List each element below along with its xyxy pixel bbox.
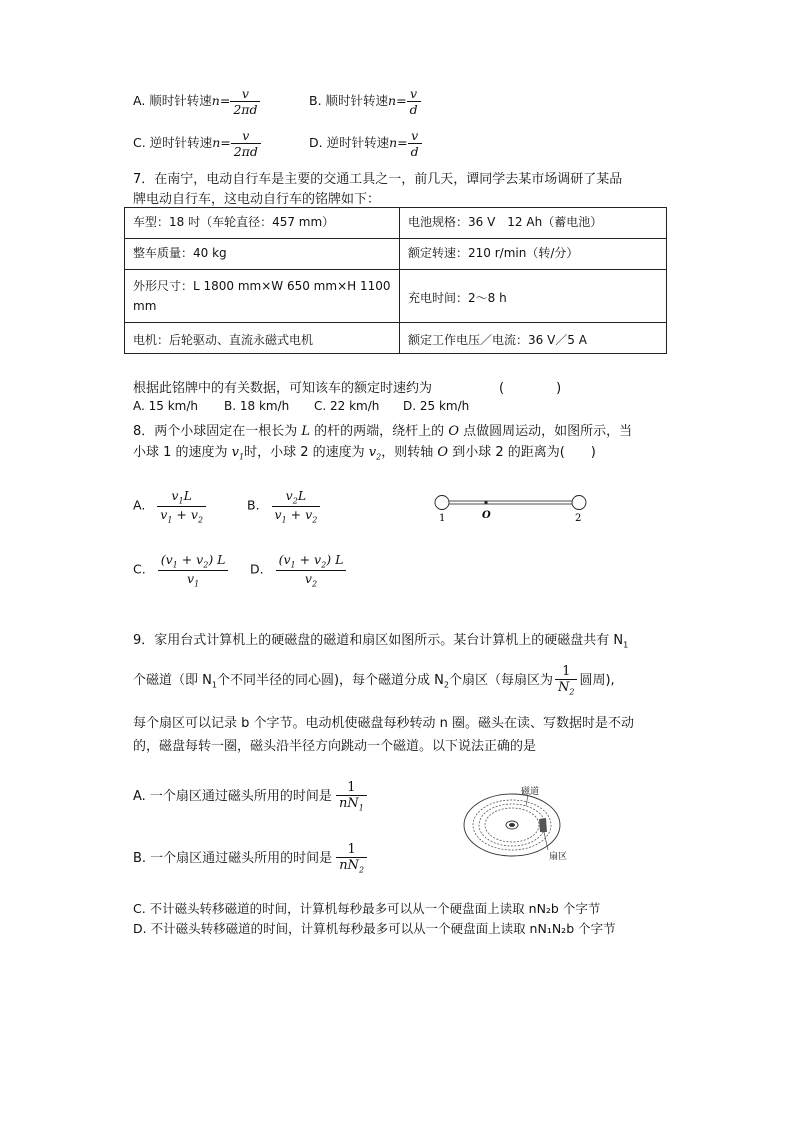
text: 个扇区（每扇区为 [448, 672, 553, 688]
q9-stem-line2 [133, 664, 615, 697]
frac-num: $v_2L$ [285, 488, 307, 506]
frac-den: 2πd [230, 101, 260, 117]
text: 个不同半径的同心圆)，每个磁道分成 N [216, 672, 444, 688]
q8-stem-line1 [133, 420, 632, 439]
sub: 2 [358, 865, 365, 875]
q6-frac-a [230, 86, 260, 117]
var-L: L [335, 552, 344, 567]
var: nN [339, 858, 359, 873]
q6-option-a-label: A. 顺时针转速 [133, 93, 212, 108]
fig-label-sector: 扇区 [549, 852, 568, 862]
q6-n-eq: n= [211, 93, 231, 108]
q6-option-b-label: B. 顺时针转速 [309, 93, 389, 108]
q9-frac-sector [555, 664, 577, 697]
ball-2 [572, 496, 586, 510]
q8-frac-c [158, 552, 229, 588]
frac-num: $v_1L$ [171, 488, 192, 506]
var: N [558, 680, 570, 695]
table-cell-battery: 电池规格：36 V 12 Ah（蓄电池） [408, 215, 603, 229]
text: 个磁道（即 N [133, 672, 212, 688]
text: 时，小球 2 的速度为 [244, 445, 369, 460]
table-cell-motor: 电机：后轮驱动、直流永磁式电机 [133, 333, 314, 347]
table-cell-charge-time: 充电时间：2～8 h [408, 291, 507, 305]
q9-option-d: D. 不计磁头转移磁道的时间，计算机每秒最多可以从一个硬盘面上读取 nN₁N₂b 个字节 [133, 921, 616, 936]
frac-num: $(v_1 + v_2)$ L [160, 552, 226, 570]
q8-frac-a [157, 488, 206, 524]
q7-answer-paren: ( ) [499, 381, 562, 396]
fig-label-2: 2 [575, 513, 582, 524]
table-divider-h [125, 269, 666, 270]
frac-num: 1 [347, 780, 356, 795]
q6-option-b [309, 86, 421, 117]
pivot-o [484, 501, 487, 504]
ball-1 [435, 496, 449, 510]
frac-den: $v_1 + v_2$ [272, 506, 321, 525]
q7-question-text: 根据此铭牌中的有关数据，可知该车的额定时速约为 [133, 381, 433, 396]
q8-option-b [247, 488, 320, 524]
frac-num: v [241, 86, 249, 101]
q7-option-d: D. 25 km/h [403, 399, 470, 413]
var-L: L [217, 552, 226, 567]
frac-num: $(v_1 + v_2)$ L [278, 552, 344, 570]
var-L: L [301, 424, 311, 439]
rod-figure [428, 490, 598, 530]
q6-option-c [133, 128, 261, 159]
sub: 1 [623, 640, 629, 650]
text: 圆周), [579, 672, 615, 688]
table-divider-h [125, 322, 666, 323]
var-L: L [297, 488, 307, 503]
q7-stem-line1: 7．在南宁，电动自行车是主要的交通工具之一，前几天，谭同学去某市场调研了某品 [133, 172, 623, 187]
table-cell-model: 车型：18 吋（车轮直径：457 mm） [133, 215, 335, 229]
var: nN [338, 796, 359, 811]
frac-num: 1 [562, 664, 571, 679]
frac-den: 2πd [231, 143, 261, 159]
q6-option-d [309, 128, 422, 159]
frac-den [555, 679, 577, 697]
text: ，则转轴 [381, 445, 438, 460]
fig-label-track: 磁道 [521, 787, 540, 797]
q9-option-b [133, 842, 367, 875]
q8-option-d [250, 552, 346, 588]
q7-option-a: A. 15 km/h [133, 399, 198, 413]
text: A. 一个扇区通过磁头所用的时间是 [133, 788, 332, 804]
nameplate-table [124, 207, 667, 354]
option-letter: D. [250, 561, 264, 577]
q6-frac-d [408, 128, 422, 159]
sub: 2 [443, 680, 449, 690]
option-letter: C. [133, 561, 146, 577]
var-O: O [437, 445, 449, 460]
spindle-inner [509, 823, 515, 827]
q9-stem-line4: 的，磁盘每转一圈，磁头沿半径方向跳动一个磁道。以下说法正确的是 [133, 739, 537, 754]
text: 小球 1 的速度为 [133, 445, 232, 460]
table-cell-speed: 额定转速：210 r/min（转/分） [408, 246, 579, 260]
var-L: L [183, 488, 192, 503]
frac-num: v [410, 86, 418, 101]
q7-question [133, 377, 432, 396]
sector-mark [539, 818, 547, 832]
var-v1: $v_1$ [231, 445, 245, 462]
frac-den: d [407, 101, 421, 117]
frac-den: $v_1$ [158, 570, 229, 589]
q8-option-a [133, 488, 206, 524]
text: 点做圆周运动，如图所示，当 [458, 424, 633, 439]
var-O: O [448, 424, 459, 439]
q6-n-eq: n= [388, 93, 407, 108]
text: 8．两个小球固定在一根长为 [133, 424, 302, 439]
text: 9．家用台式计算机上的硬磁盘的磁道和扇区如图所示。某台计算机上的硬磁盘共有 N [133, 633, 624, 648]
q9-stem-line3: 每个扇区可以记录 b 个字节。电动机使磁盘每秒转动 n 圈。磁头在读、写数据时是不动 [133, 716, 635, 731]
table-cell-dimensions: 外形尺寸：L 1800 mm×W 650 mm×H 1100 mm [133, 279, 391, 313]
q9-option-a [133, 780, 367, 813]
q6-option-c-label: C. 逆时针转速 [133, 135, 213, 150]
q9-frac-b [336, 842, 367, 875]
q9-stem-line1 [133, 629, 628, 650]
q6-n-eq: n= [389, 135, 408, 150]
fig-label-O: O [482, 510, 491, 521]
q9-option-c: C. 不计磁头转移磁道的时间，计算机每秒最多可以从一个硬盘面上读取 nN₂b 个字节 [133, 901, 601, 916]
frac-den: d [408, 143, 422, 159]
q8-option-c [133, 552, 228, 588]
table-cell-mass: 整车质量：40 kg [133, 246, 227, 260]
q6-frac-b [407, 86, 421, 117]
frac-den [336, 795, 367, 813]
fig-label-1: 1 [439, 513, 446, 524]
sub: 2 [569, 687, 575, 697]
frac-num: 1 [347, 842, 356, 857]
frac-num: v [242, 128, 250, 143]
q8-frac-b [272, 488, 321, 524]
q7-option-c: C. 22 km/h [314, 399, 380, 413]
frac-den: $v_1 + v_2$ [157, 506, 206, 525]
q7-stem-line2: 牌电动自行车，这电动自行车的铭牌如下： [133, 192, 381, 207]
sub: 1 [211, 680, 217, 690]
rod [448, 501, 574, 504]
text: 到小球 2 的距离为( ) [448, 445, 596, 460]
text: 的杆的两端，绕杆上的 [310, 424, 449, 439]
q8-frac-d [276, 552, 347, 588]
frac-num: v [411, 128, 419, 143]
q6-n-eq: n= [212, 135, 231, 150]
var-v2: $v_2$ [368, 445, 382, 462]
q9-frac-a [336, 780, 367, 813]
q6-option-a [133, 86, 260, 117]
text: B. 一个扇区通过磁头所用的时间是 [133, 850, 333, 866]
option-letter: A. [133, 497, 146, 513]
option-letter: B. [247, 497, 260, 513]
q7-option-b: B. 18 km/h [224, 399, 290, 413]
sub: 1 [358, 803, 364, 813]
table-cell-voltage: 额定工作电压／电流：36 V／5 A [408, 333, 587, 347]
frac-den: $v_2$ [276, 570, 347, 589]
q6-option-d-label: D. 逆时针转速 [309, 135, 390, 150]
frac-den [336, 857, 367, 875]
q6-frac-c [231, 128, 261, 159]
q8-stem-line2 [133, 441, 596, 462]
